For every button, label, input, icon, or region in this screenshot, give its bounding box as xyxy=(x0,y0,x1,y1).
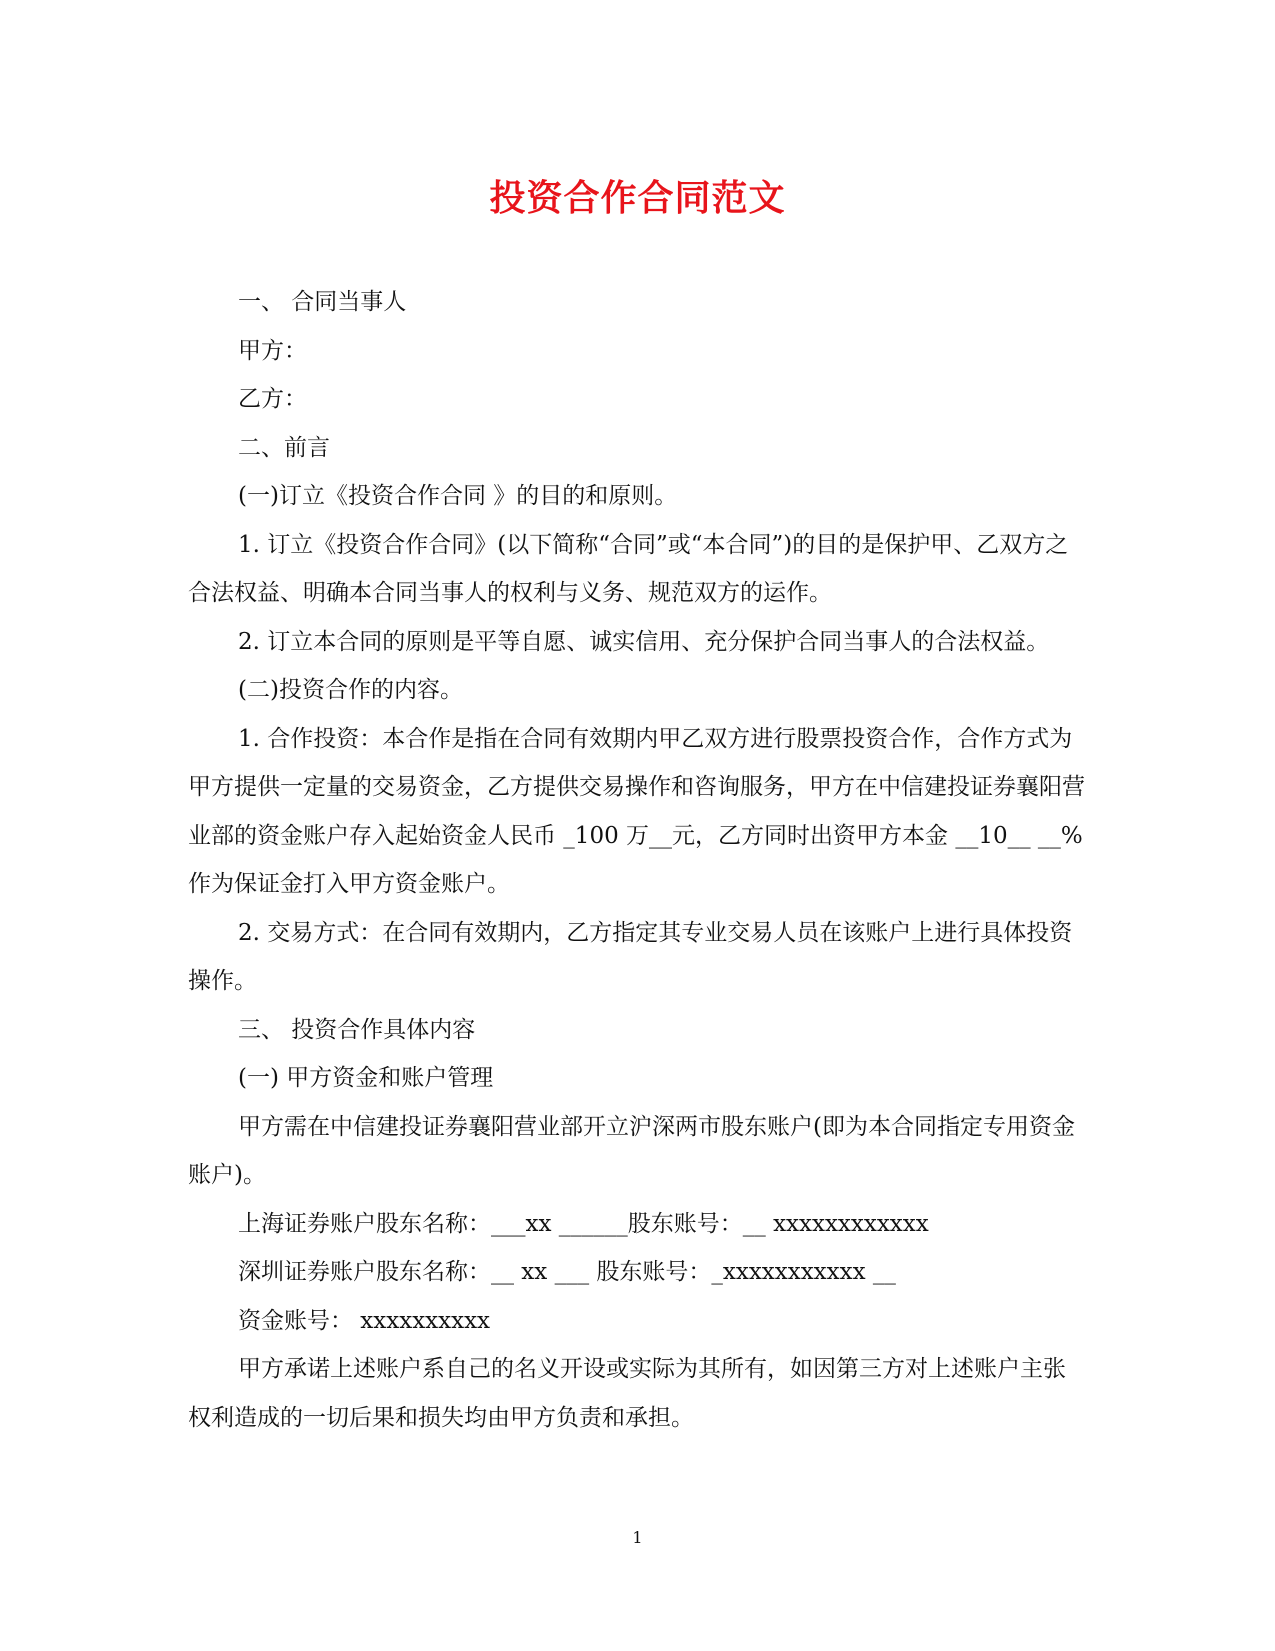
subsection-purpose-principles: (一)订立《投资合作合同 》的目的和原则。 xyxy=(238,483,678,509)
party-a-line: 甲方： xyxy=(238,337,307,364)
page-number: 1 xyxy=(632,1528,643,1547)
shenzhen-account-line: 深圳证券账户股东名称：__ xx ___ 股东账号：_xxxxxxxxxxx __ xyxy=(238,1259,896,1285)
fund-account-line: 资金账号： xxxxxxxxxx xyxy=(238,1307,491,1334)
shanghai-account-line: 上海证券账户股东名称：___xx ______股东账号：__ xxxxxxxxxxxx xyxy=(238,1210,929,1237)
paragraph-trading-method: 2. 交易方式：在合同有效期内，乙方指定其专业交易人员在该账户上进行具体投资操作。 xyxy=(188,919,1073,994)
section-heading-parties: 一、 合同当事人 xyxy=(238,289,407,315)
subsection-funds-account-management: (一) 甲方资金和账户管理 xyxy=(238,1065,494,1091)
section-heading-specific-content: 三、 投资合作具体内容 xyxy=(238,1016,476,1043)
paragraph-cooperative-investment: 1. 合作投资：本合作是指在合同有效期内甲乙双方进行股票投资合作，合作方式为甲方提供一定量的交易资金，乙方提供交易操作和咨询服务，甲方在中信建投证券襄阳营业部的资金账户存入起始资金人民币 _100 万__元，乙方同时出资甲方本金 __10__ __% 作为保证金打入甲方资金账户。 xyxy=(188,725,1085,897)
section-heading-preface: 二、前言 xyxy=(238,434,330,461)
subsection-cooperation-content: (二)投资合作的内容。 xyxy=(238,677,463,703)
paragraph-purpose: 1. 订立《投资合作合同》(以下简称“合同”或“本合同”)的目的是保护甲、乙双方之合法权益、明确本合同当事人的权利与义务、规范双方的运作。 xyxy=(188,531,1069,606)
document-title: 投资合作合同范文 xyxy=(489,177,786,219)
paragraph-account-commitment: 甲方承诺上述账户系自己的名义开设或实际为其所有，如因第三方对上述账户主张权利造成的一切后果和损失均由甲方负责和承担。 xyxy=(188,1356,1066,1431)
paragraph-principles: 2. 订立本合同的原则是平等自愿、诚实信用、充分保护合同当事人的合法权益。 xyxy=(238,628,1050,655)
document-body xyxy=(188,278,1088,1442)
party-b-line: 乙方： xyxy=(238,386,307,412)
paragraph-open-account: 甲方需在中信建投证券襄阳营业部开立沪深两市股东账户(即为本合同指定专用资金账户)。 xyxy=(188,1113,1075,1188)
